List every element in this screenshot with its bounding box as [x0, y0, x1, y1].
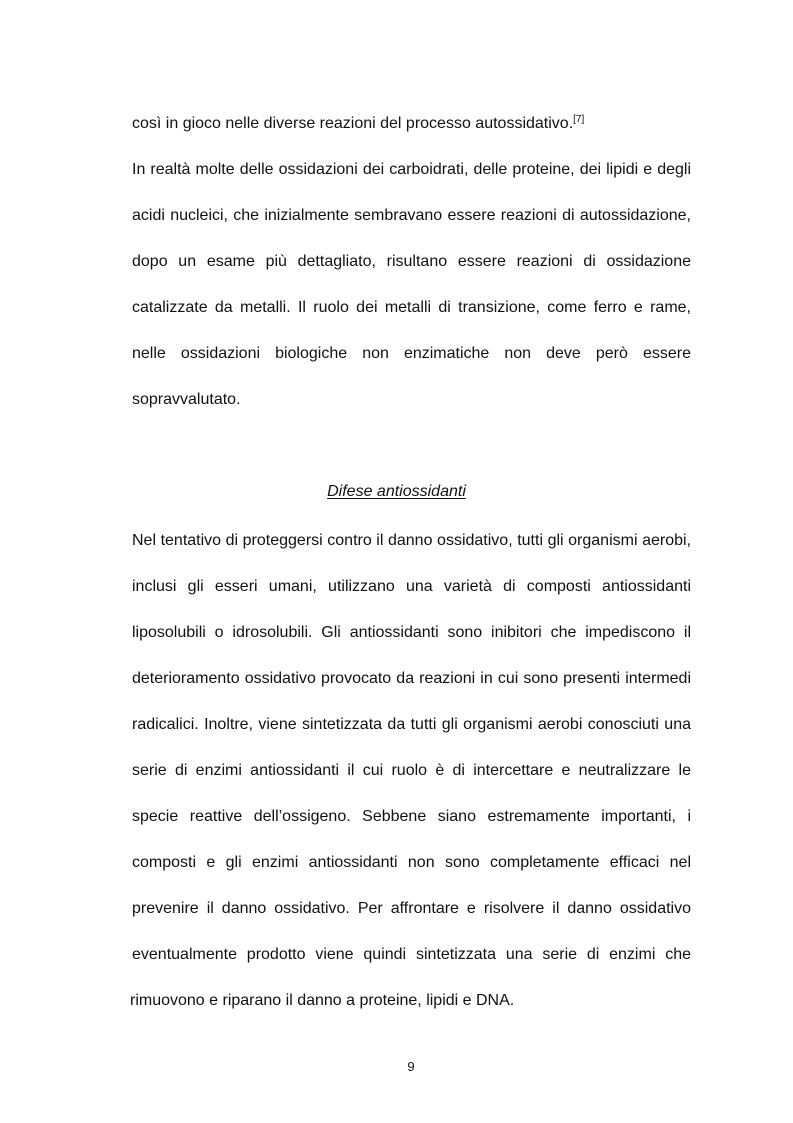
paragraph-text: così in gioco nelle diverse reazioni del processo autossidativo.	[132, 115, 574, 132]
text-line: sopravvalutato.	[132, 391, 241, 408]
text-line: nelle ossidazioni biologiche non enzimatiche non deve però essere	[132, 345, 691, 362]
text-line: acidi nucleici, che inizialmente sembravano essere reazioni di autossidazione,	[132, 207, 691, 224]
text-line: deterioramento ossidativo provocato da reazioni in cui sono presenti intermedi	[132, 670, 691, 687]
text-line: eventualmente prodotto viene quindi sintetizzata una serie di enzimi che	[132, 946, 691, 963]
text-line: dopo un esame più dettagliato, risultano essere reazioni di ossidazione	[132, 253, 691, 270]
text-line: liposolubili o idrosolubili. Gli antiossidanti sono inibitori che impediscono il	[132, 624, 691, 641]
text-line: catalizzate da metalli. Il ruolo dei metalli di transizione, come ferro e rame,	[132, 299, 691, 316]
text-line: rimuovono e riparano il danno a proteine, lipidi e DNA.	[130, 992, 515, 1009]
citation-reference: [7]	[573, 114, 585, 125]
text-line: inclusi gli esseri umani, utilizzano una varietà di composti antiossidanti	[132, 578, 691, 595]
page-number: 9	[407, 1059, 415, 1074]
text-line: radicalici. Inoltre, viene sintetizzata da tutti gli organismi aerobi conosciuti una	[132, 716, 691, 733]
text-line: In realtà molte delle ossidazioni dei carboidrati, delle proteine, dei lipidi e degli	[132, 161, 691, 178]
text-line: Nel tentativo di proteggersi contro il danno ossidativo, tutti gli organismi aerobi,	[132, 532, 691, 549]
text-line	[132, 114, 691, 134]
section-heading: Difese antiossidanti	[327, 483, 466, 500]
text-line: specie reattive dell’ossigeno. Sebbene siano estremamente importanti, i	[132, 808, 691, 825]
text-line: composti e gli enzimi antiossidanti non sono completamente efficaci nel	[132, 854, 691, 871]
text-line: serie di enzimi antiossidanti il cui ruolo è di intercettare e neutralizzare le	[132, 762, 691, 779]
text-line: prevenire il danno ossidativo. Per affrontare e risolvere il danno ossidativo	[132, 900, 691, 917]
